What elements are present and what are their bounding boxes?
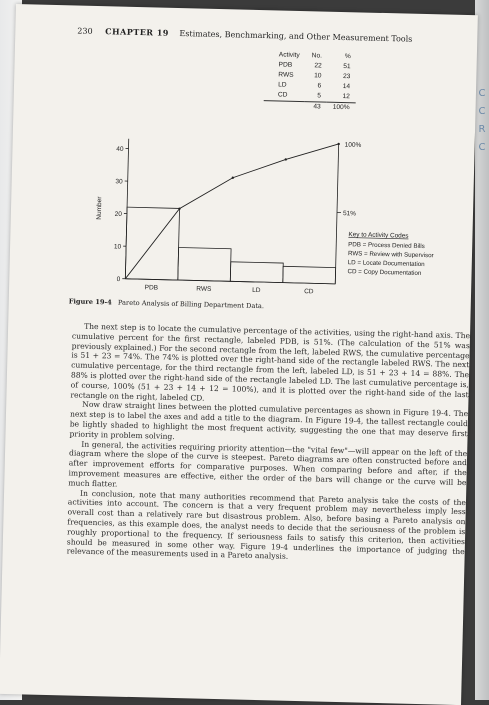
table-cell: 10 <box>305 71 328 82</box>
legend-entry: CD = Copy Documentation <box>347 268 421 277</box>
table-cell: 12 <box>327 92 356 103</box>
x-tick-label: CD <box>304 288 314 295</box>
y-axis-right <box>335 144 338 284</box>
legend-entry: LD = Locate Documentation <box>348 259 426 268</box>
margin-glyph: C <box>477 103 487 121</box>
x-tick-label: RWS <box>196 285 212 292</box>
x-tick-label: PDB <box>145 284 159 291</box>
figure-caption-text: Pareto Analysis of Billing Department Data. <box>118 299 264 311</box>
margin-glyph: C <box>477 85 487 103</box>
paragraph: In conclusion, note that many authorities recommend that Pareto analysis take the costs of the activities into account. The concern is that a very frequent problem may nevertheless imply less overall cost than a relatively rare but disastrous problem. Also, before basing a Pareto analysis on frequencies, as this example does, the analyst needs to decide that the seriousness of the problem is roughly proportional to the frequency. If seriousness fails to satisfy this criterion, then activities should be measured in some other way. Figure 19-4 underlines the importance of judging the relevance of the measurements used in a Pareto analysis. <box>67 488 467 566</box>
table-cell: 6 <box>305 81 328 92</box>
bar-ld <box>230 262 283 283</box>
percent-label-51: 51% <box>343 210 356 217</box>
percent-label-100: 100% <box>345 142 362 149</box>
book-page <box>0 4 478 705</box>
page-number: 230 <box>77 27 92 36</box>
table-header: Activity <box>265 50 306 61</box>
activity-table <box>263 50 356 113</box>
table-cell: 22 <box>305 61 328 72</box>
y-axis-label: Number <box>96 196 104 220</box>
cumulative-point <box>285 158 287 160</box>
running-head <box>77 26 412 44</box>
cumulative-point <box>337 143 339 145</box>
paragraph: Now draw straight lines between the plotted cumulative percentages as shown in Figure 19-4. The next step is to label the axes and add a title to the diagram. In Figure 19-4, the tallest rectangle could be lightly shaded to highlight the most frequent activity, suggesting the one that may deserve first priority in problem solving. <box>69 400 468 449</box>
right-margin-glyphs <box>477 85 487 157</box>
pareto-chart <box>81 126 465 307</box>
bar-rws <box>178 247 231 281</box>
body-text <box>67 321 471 566</box>
y-tick-label: 30 <box>115 178 123 185</box>
chapter-label: CHAPTER 19 <box>105 26 169 38</box>
legend-entry: RWS = Review with Supervisor <box>348 250 434 259</box>
y-tick-label: 40 <box>116 146 124 153</box>
y-tick-label: 0 <box>117 276 121 283</box>
table-header: % <box>328 52 357 63</box>
margin-glyph: C <box>477 139 487 157</box>
table-cell: 14 <box>327 82 356 93</box>
table-cell <box>263 101 304 112</box>
table-cell: 23 <box>327 72 356 83</box>
paragraph: The next step is to locate the cumulative percentage of the activities, using the right-hand axis. The cumulative percent for the first rectangle, labeled PDB, is 51%. (The calculation of the 51% was previously explained.) For the second rectangle from the left, labeled RWS, the cumulative percentage is 51 + 23 = 74%. The 74% is plotted over the right-hand side of the rectangle labeled RWS. The next cumulative percentage, for the third rectangle from the left, labeled LD, is 51 + 23 + 14 = 88%. The 88% is plotted over the right-hand side of the rectangle labeled LD. The last cumulative percentage is, of course, 100% (51 + 23 + 14 + 12 = 100%), and it is plotted over the right-hand side of the last rectangle on the right, labeled CD. <box>70 321 470 409</box>
y-tick-label: 10 <box>114 243 122 250</box>
margin-glyph: R <box>477 121 487 139</box>
legend-entry: PDB = Process Denied Bills <box>348 241 425 250</box>
chapter-title: Estimates, Benchmarking, and Other Measurement Tools <box>179 29 412 44</box>
table-cell: RWS <box>264 70 305 81</box>
bar-cd <box>283 266 336 284</box>
legend-title: Key to Activity Codes <box>348 231 408 239</box>
table-cell: 5 <box>305 91 328 102</box>
table-cell: 43 <box>304 102 327 113</box>
table-cell: 100% <box>327 102 356 113</box>
table-cell: 51 <box>328 62 357 73</box>
y-tick-label: 20 <box>115 211 123 218</box>
paragraph: In general, the activities requiring priority attention—the "vital few"—will appear on the left of the diagram where the slope of the curve is steepest. Pareto diagrams are often constructed before and after improvement efforts for comparative purposes. When comparing before and after, if the improvement measures are effective, either the order of the bars will change or the curve will be much flatter. <box>68 439 467 498</box>
x-tick-label: LD <box>252 287 261 294</box>
table-cell: LD <box>264 80 305 91</box>
figure-label: Figure 19-4 <box>69 297 112 306</box>
table-cell: PDB <box>264 60 305 71</box>
table-header: No. <box>306 51 329 62</box>
table-cell: CD <box>264 90 305 101</box>
right-page-edge <box>475 0 489 700</box>
table-total-row <box>263 101 355 114</box>
